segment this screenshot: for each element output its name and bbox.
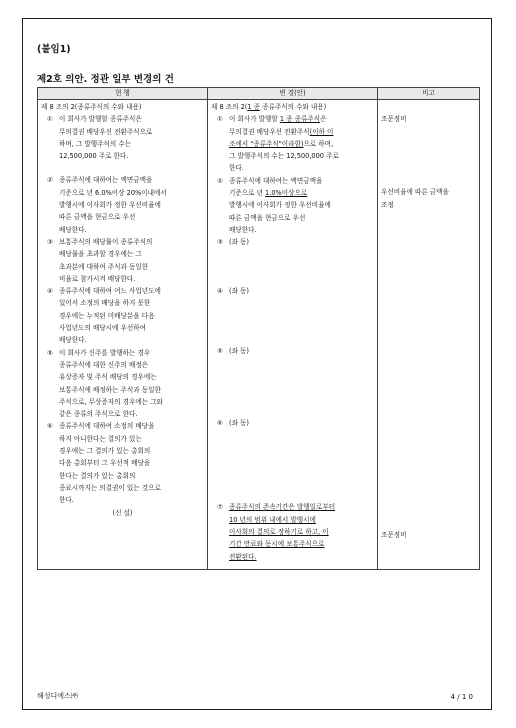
clause-line: 무의결권 배당우선 전환주식으로: [59, 127, 153, 136]
changed-clause-6: [211, 417, 374, 501]
note-clause-1: 조문정비: [381, 115, 407, 123]
clause-line: 종류주식에 대하여는 액면금액을: [59, 176, 153, 185]
changed-article-title: [211, 101, 374, 113]
clause-line: 비율로 참가시켜 배당한다.: [59, 274, 136, 283]
clause-line: 종류주식에 대한 신주의 배정은: [59, 360, 149, 369]
clause-number: ④: [217, 286, 223, 295]
clause-line: 있어서 소정의 배당을 하지 못한: [59, 299, 151, 308]
clause-line: 유상증자 및 주식 배당의 경우에는: [59, 373, 157, 382]
note-clause-7: 조문정비: [381, 530, 407, 539]
clause-line: 다음 총회부터 그 우선적 배당을: [59, 459, 151, 468]
current-clause-1: [41, 113, 204, 174]
clause-number: ①: [217, 115, 223, 124]
current-clauses: [41, 113, 204, 506]
clause-number: ⑥: [217, 419, 223, 428]
attachment-label: (붙임1): [37, 44, 71, 55]
clause-line: 주식으로, 무상증자의 경우에는 그와: [59, 397, 163, 406]
clause-number: ⑥: [47, 422, 53, 431]
changed-clause-5: [211, 345, 374, 417]
current-clause-6: [41, 420, 204, 506]
clause-line: 따른 금액을 현금으로 우선: [59, 213, 136, 222]
clause-line: 보통주식에 배정하는 주식과 동일한: [59, 385, 161, 394]
clause-line: 12,500,000 주로 한다.: [59, 152, 129, 161]
clause-line: 기준으로 년 6.0%이상 20%이내에서: [59, 188, 167, 197]
article-suffix: 종류주식의 수와 내용): [260, 103, 327, 111]
clause-line: 초과분에 대하여 주식과 동일한: [59, 262, 149, 271]
clause-line: 보통주식의 배당률이 종류주식의: [59, 237, 153, 246]
comparison-table: [37, 87, 480, 570]
clause-line: 종류주식에 대하여 어느 사업년도에: [59, 287, 161, 296]
footer-page-number: 4 / 1 0: [450, 693, 473, 701]
clause-number: ⑦: [217, 503, 223, 512]
note-clause-2-line1: 우선비율에 따른 금액을: [381, 188, 449, 197]
clause-line: 같은 종류의 주식으로 한다.: [59, 410, 138, 419]
clause-line: 한다는 결의가 있는 총회의: [59, 471, 136, 480]
clause-line: 종류주식의 존속기간은 발행일로부터: [229, 503, 336, 512]
current-column: [38, 100, 208, 563]
clause-line: 이사회의 결의로 정하기로 하고, 이: [229, 528, 329, 537]
header-note: 비고: [378, 88, 480, 100]
document-page: [22, 18, 492, 710]
current-clause-4: [41, 285, 204, 346]
clause-line: 발행시에 이사회가 정한 우선비율에: [229, 201, 331, 210]
new-clause-label: (신 설): [112, 508, 133, 517]
clause-line: 기간 만료와 동시에 보통주식으로: [229, 540, 325, 549]
clause-line: 무의결권 배당우선 전환주식(이하 이: [229, 127, 334, 136]
current-clause-2: [41, 174, 204, 235]
clause-line: (좌 동): [229, 238, 249, 247]
clause-line: 발행시에 이사회가 정한 우선비율에: [59, 201, 161, 210]
clause-line: (좌 동): [229, 346, 249, 355]
clause-line: (좌 동): [229, 286, 249, 295]
clause-line: 이 회사가 발행할 종류주식은: [59, 115, 142, 124]
clause-line: 한다.: [59, 496, 74, 505]
clause-number: ②: [217, 176, 223, 185]
clause-line: 종류주식에 대하여 소정의 배당을: [59, 422, 155, 431]
clause-line: 하며, 그 발행주식의 수는: [59, 139, 132, 148]
clause-line: 따른 금액을 현금으로 우선: [229, 213, 306, 222]
clause-line: (좌 동): [229, 419, 249, 428]
header-current: 현 행: [38, 88, 208, 100]
changed-column: [208, 100, 378, 563]
clause-line: 그 발행주식의 수는 12,500,000 주로: [229, 152, 339, 161]
agenda-title: 제2호 의안. 정관 일부 변경의 건: [37, 74, 174, 85]
clause-number: ④: [47, 287, 53, 296]
current-clause-3: [41, 236, 204, 285]
clause-line: 한다.: [229, 164, 244, 173]
clause-line: 10 년의 범위 내에서 발행시에: [229, 515, 316, 524]
changed-clause-1: [211, 113, 374, 174]
table-row: [38, 100, 480, 563]
clause-number: ③: [217, 238, 223, 247]
clause-line: 기준으로 년 1.0%이상으로: [229, 189, 308, 198]
clause-number: ②: [47, 176, 53, 185]
clause-line: 조에서 "종류주식"이라함)으로 하며,: [229, 139, 334, 148]
footer-company: 해성디에스㈜: [37, 692, 78, 700]
changed-clause-3: [211, 236, 374, 284]
note-clause-2-line2: 조정: [381, 200, 394, 209]
clause-line: 전환된다.: [229, 552, 257, 561]
article-kind-underlined: 1 종: [247, 103, 261, 111]
clause-line: 종류주식에 대하여는 액면금액을: [229, 176, 323, 185]
clause-line: 배당률을 초과할 경우에는 그: [59, 250, 142, 259]
clause-line: 경우에는 그 결의가 있는 총회의: [59, 447, 151, 456]
clause-line: 배당한다.: [59, 336, 87, 345]
clause-line: 이 회사가 발행할 1 종 종류주식은: [229, 115, 327, 124]
header-changed: 변 경(안): [208, 88, 378, 100]
clause-line: 사업년도의 배당시에 우선하여: [59, 324, 146, 333]
article-prefix: 제 8 조의 2(: [211, 103, 248, 111]
table-header-row: [38, 88, 480, 100]
changed-clauses: [211, 113, 374, 501]
clause-number: ③: [47, 237, 53, 246]
clause-line: 하지 아니한다는 결의가 있는: [59, 434, 142, 443]
clause-number: ⑤: [47, 348, 53, 357]
clause-line: 경우에는 누적된 미배당분을 다음: [59, 311, 155, 320]
clause-number: ⑤: [217, 346, 223, 355]
current-article-title: 제 8 조의 2(종류주식의 수와 내용): [41, 103, 142, 111]
clause-number: ①: [47, 115, 53, 124]
note-column: [378, 100, 480, 563]
clause-line: 이 회사가 신주를 발행하는 경우: [59, 348, 151, 357]
changed-clause-4: [211, 285, 374, 345]
changed-clause-7: [211, 501, 374, 562]
clause-line: 배당한다.: [229, 225, 257, 234]
clause-line: 종료시까지는 의결권이 있는 것으로: [59, 483, 161, 492]
changed-clause-2: [211, 175, 374, 236]
current-clause-5: [41, 347, 204, 421]
clause-line: 배당한다.: [59, 225, 87, 234]
new-clause-seven: [211, 501, 374, 562]
